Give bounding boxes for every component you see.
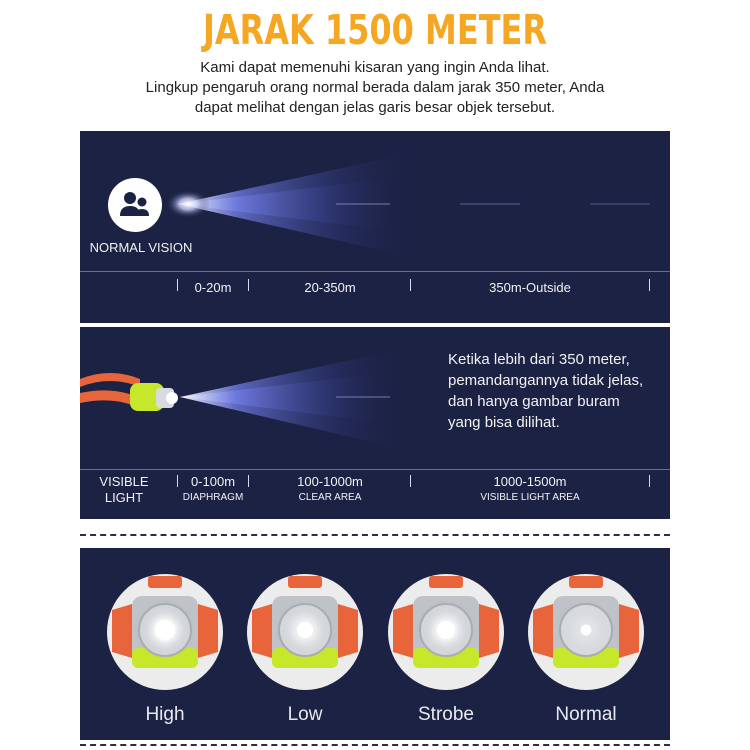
note-line-1: Ketika lebih dari 350 meter, <box>448 351 630 368</box>
area-label: VISIBLE LIGHT AREA <box>480 492 580 503</box>
visible-light-label-line1: VISIBLE <box>99 474 149 489</box>
headlamp-mode-icon <box>100 548 230 698</box>
headlamp-mode-icon <box>521 548 651 698</box>
modes-panel <box>80 548 670 740</box>
range-label: 20-350m <box>304 280 356 295</box>
note-line-2: pemandangannya tidak jelas, <box>448 372 644 389</box>
headlamp-icon <box>80 361 180 421</box>
people-icon <box>108 178 162 232</box>
section-divider <box>80 744 670 746</box>
scale-tick <box>649 279 650 291</box>
scale-tick <box>177 279 178 291</box>
range-label: 1000-1500m <box>493 474 567 489</box>
normal-vision-label: NORMAL VISION <box>89 240 193 255</box>
headlamp-mode-icon <box>381 548 511 698</box>
mode-label: High <box>145 704 185 725</box>
page-title: JARAK 1500 METER <box>202 6 548 54</box>
intro-line-3: dapat melihat dengan jelas garis besar objek tersebut. <box>194 99 556 116</box>
headlamp-mode-icon <box>240 548 370 698</box>
mode-label: Low <box>287 704 323 725</box>
intro-line-2: Lingkup pengaruh orang normal berada dalam jarak 350 meter, Anda <box>145 79 605 96</box>
range-label: 0-20m <box>194 280 232 295</box>
range-label: 350m-Outside <box>489 280 571 295</box>
scale-tick <box>410 475 411 487</box>
range-label: 100-1000m <box>297 474 363 489</box>
area-label: DIAPHRAGM <box>182 492 244 503</box>
note-line-3: dan hanya gambar buram <box>448 393 620 410</box>
area-label: CLEAR AREA <box>298 492 362 503</box>
scale-tick <box>248 279 249 291</box>
section-divider <box>80 534 670 536</box>
mode-card <box>240 548 370 740</box>
note-line-4: yang bisa dilihat. <box>448 414 560 431</box>
normal-vision-scale <box>80 271 670 323</box>
mode-label: Strobe <box>418 704 474 725</box>
intro-text <box>0 58 750 118</box>
visible-light-label-line2: LIGHT <box>104 490 144 505</box>
range-label: 0-100m <box>190 474 236 489</box>
scale-tick <box>177 475 178 487</box>
mode-label: Normal <box>555 704 617 725</box>
mode-card <box>381 548 511 740</box>
mode-card <box>100 548 230 740</box>
scale-tick <box>248 475 249 487</box>
scale-tick <box>410 279 411 291</box>
scale-tick <box>649 475 650 487</box>
visible-light-note <box>448 349 668 433</box>
intro-line-1: Kami dapat memenuhi kisaran yang ingin Anda lihat. <box>200 59 550 76</box>
visible-light-panel <box>80 327 670 519</box>
normal-vision-panel <box>80 131 670 323</box>
mode-card <box>521 548 651 740</box>
